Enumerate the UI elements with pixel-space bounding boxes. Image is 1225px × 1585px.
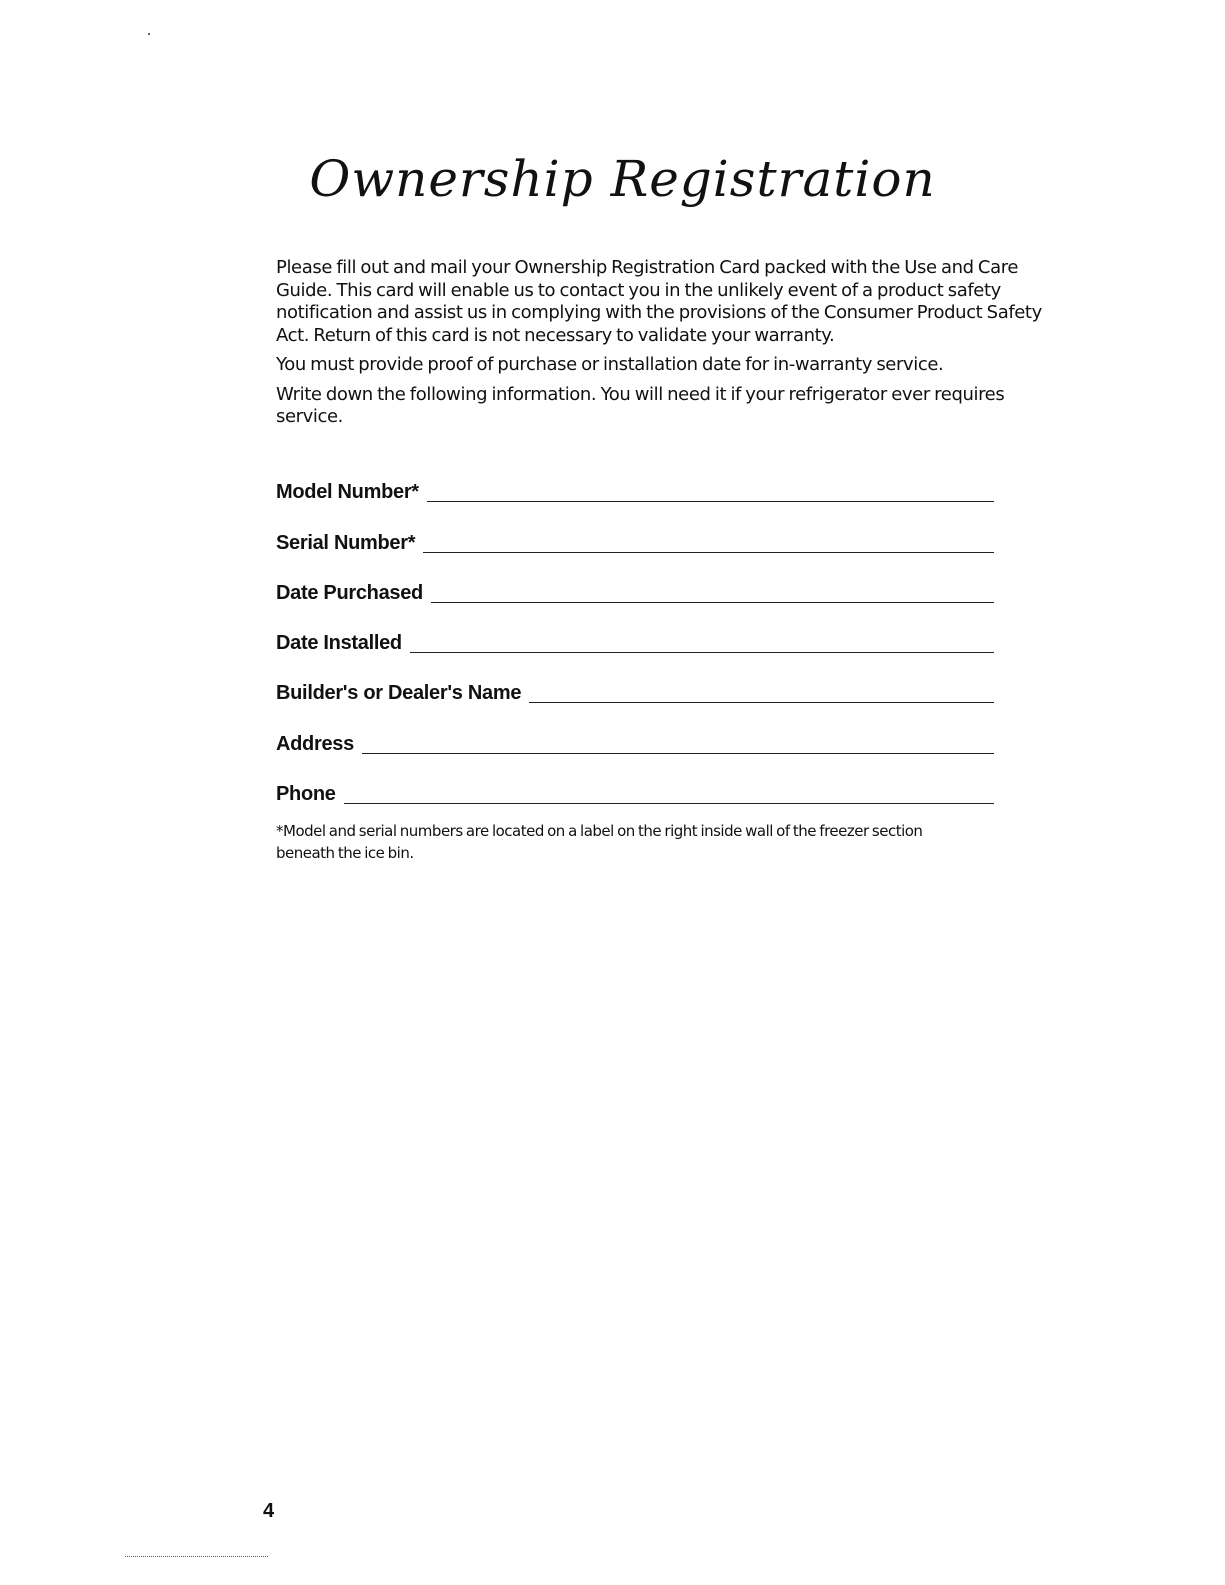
- field-label: Date Purchased: [276, 581, 423, 604]
- intro-paragraph-registration: Please fill out and mail your Ownership Registration Card packed with the Use and Care Guide. This card will enable us to contact you in the unlikely event of a product safety notification and assist us in complying with the provisions of the Consumer Product Safety Act. Return of this card is not necessary to validate your warranty.: [276, 257, 1042, 346]
- field-label: Serial Number*: [276, 531, 416, 554]
- model-number-line[interactable]: [427, 500, 994, 502]
- intro-text: [276, 257, 1051, 436]
- field-date-purchased: [276, 557, 994, 607]
- field-dealer-name: [276, 657, 994, 707]
- intro-paragraph-proof: You must provide proof of purchase or installation date for in-warranty service.: [276, 354, 944, 375]
- field-label: Address: [276, 732, 354, 755]
- page-number: 4: [263, 1500, 275, 1522]
- date-purchased-line[interactable]: [431, 601, 994, 603]
- serial-number-line[interactable]: [423, 551, 994, 553]
- field-date-installed: [276, 607, 994, 657]
- field-address: [276, 707, 994, 757]
- registration-fields: [276, 456, 994, 808]
- field-label: Builder's or Dealer's Name: [276, 682, 522, 705]
- field-phone: [276, 758, 994, 808]
- field-label: Model Number*: [276, 481, 419, 504]
- field-label: Date Installed: [276, 632, 402, 655]
- address-line[interactable]: [362, 752, 994, 754]
- dealer-name-line[interactable]: [529, 701, 994, 703]
- intro-paragraph-write-down: Write down the following information. You will need it if your refrigerator ever requires service.: [276, 383, 1005, 427]
- field-model-number: [276, 456, 994, 506]
- field-serial-number: [276, 506, 994, 556]
- scan-speck: [148, 33, 150, 35]
- footnote: *Model and serial numbers are located on a label on the right inside wall of the freezer section beneath the ice bin.: [276, 822, 923, 862]
- bottom-divider: [125, 1556, 268, 1557]
- phone-line[interactable]: [344, 802, 994, 804]
- page-title: Ownership Registration: [309, 150, 936, 208]
- field-label: Phone: [276, 783, 336, 806]
- date-installed-line[interactable]: [410, 651, 994, 653]
